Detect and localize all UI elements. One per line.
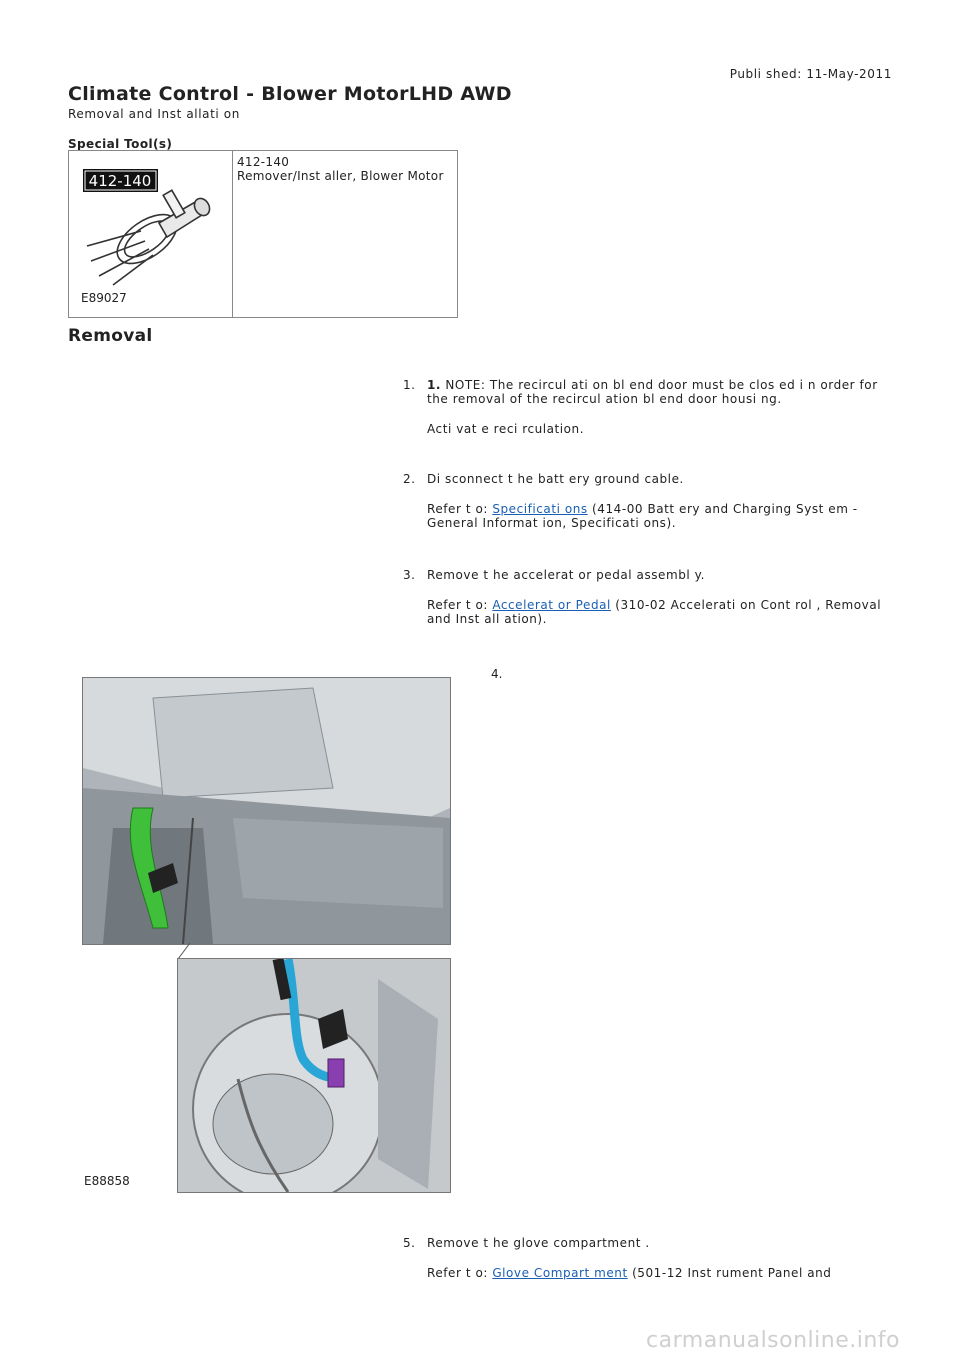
step-number: 4. <box>491 667 503 681</box>
step-reference <box>427 502 893 530</box>
step-5 <box>427 1236 893 1296</box>
tool-image-label: E89027 <box>81 291 127 305</box>
special-tools-table <box>68 150 458 318</box>
figure-label: E88858 <box>84 1174 130 1188</box>
refer-suffix: (414-00 Batt ery and Charging Syst em - General Informat ion, Specificati ons). <box>427 502 858 530</box>
refer-prefix: Refer t o: <box>427 598 493 612</box>
refer-suffix: (310-02 Accelerati on Cont rol , Removal and Inst all ation). <box>427 598 882 626</box>
page-title: Climate Control - Blower MotorLHD AWD <box>68 83 512 105</box>
specifications-link[interactable]: Specificati ons <box>492 502 588 516</box>
step-reference <box>427 598 893 626</box>
step-number: 3. <box>403 568 416 582</box>
tool-badge-text: 412-140 <box>88 172 152 190</box>
refer-suffix: (501-12 Inst rument Panel and <box>627 1266 832 1280</box>
step-number: 5. <box>403 1236 416 1250</box>
step-3 <box>427 568 893 642</box>
step-text: Remove t he accelerat or pedal assembl y. <box>427 568 705 582</box>
tool-image-cell <box>69 151 233 318</box>
step-number: 2. <box>403 472 416 486</box>
removal-heading: Removal <box>68 326 153 346</box>
glovebox-area-view <box>82 677 451 945</box>
step-text: Remove t he glove compartment . <box>427 1236 650 1250</box>
page-subtitle: Removal and Inst allati on <box>68 107 240 121</box>
step-reference <box>427 1266 893 1280</box>
tool-description-cell <box>233 151 458 318</box>
tool-row <box>69 151 458 318</box>
refer-prefix: Refer t o: <box>427 1266 493 1280</box>
blower-tool-illustration <box>69 151 232 313</box>
step-note-text: NOTE: The recircul ati on bl end door must be clos ed i n order for the removal of the recircul ation bl end door housi ng. <box>427 378 878 406</box>
watermark: carmanualsonline.info <box>646 1328 900 1353</box>
step-note-number: 1. <box>427 378 442 392</box>
step-number: 1. <box>403 378 416 392</box>
step-2 <box>427 472 893 546</box>
tool-name: Remover/Inst aller, Blower Motor <box>237 169 444 183</box>
callout-line <box>172 943 192 959</box>
blower-connector-view <box>177 958 451 1193</box>
special-tools-label: Special Tool(s) <box>68 137 173 151</box>
refer-prefix: Refer t o: <box>427 502 493 516</box>
dashboard-illustration <box>83 678 450 944</box>
step-text: Di sconnect t he batt ery ground cable. <box>427 472 684 486</box>
step-4-figure <box>82 677 451 1193</box>
step-1 <box>427 378 893 452</box>
accelerator-pedal-link[interactable]: Accelerat or Pedal <box>492 598 611 612</box>
step-detail: Acti vat e reci rculation. <box>427 422 585 436</box>
glove-compartment-link[interactable]: Glove Compart ment <box>492 1266 628 1280</box>
tool-number: 412-140 <box>237 155 290 169</box>
blower-motor-illustration <box>178 959 450 1192</box>
published-date: Publi shed: 11-May-2011 <box>729 67 892 81</box>
